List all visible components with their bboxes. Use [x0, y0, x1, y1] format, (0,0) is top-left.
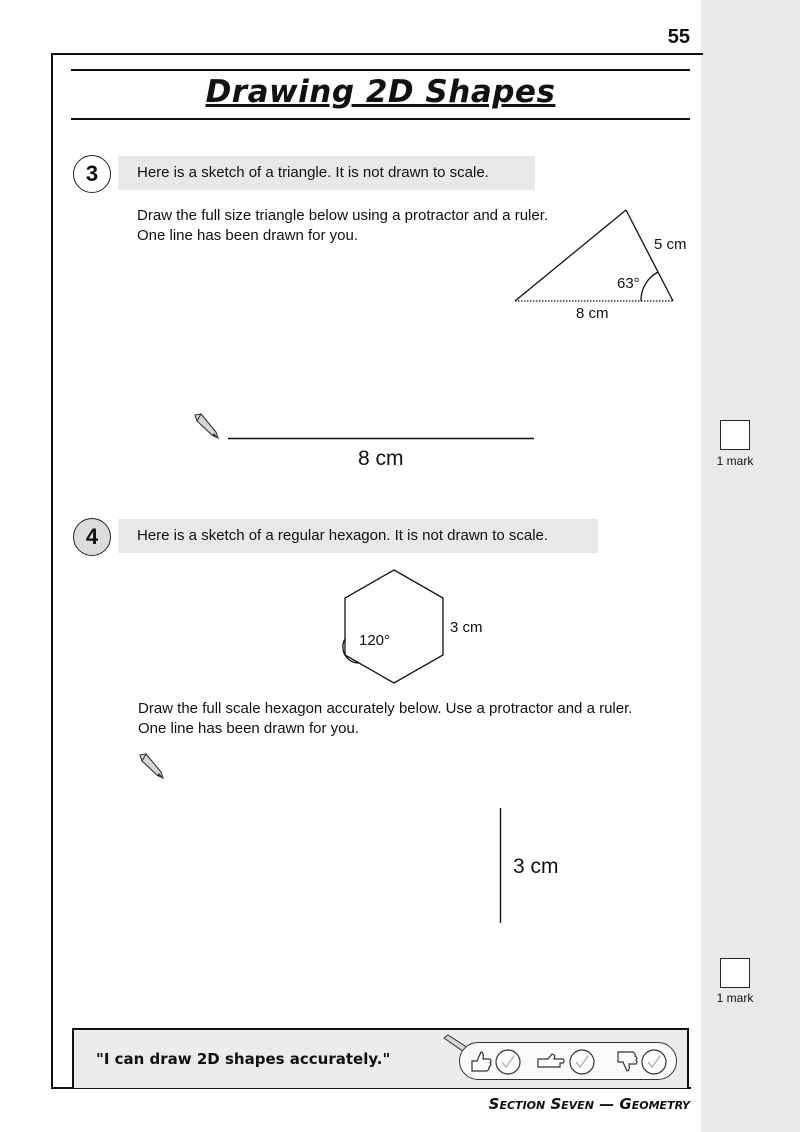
triangle-angle-arc	[641, 272, 658, 301]
question-3-instruction-line-1: Draw the full size triangle below using a protractor and a ruler.	[137, 207, 549, 224]
page-number: 55	[667, 26, 690, 48]
self-assessment-box	[72, 1028, 689, 1088]
question-4-drawn-line	[499, 808, 502, 924]
tick-circle-3[interactable]	[642, 1050, 666, 1074]
frame-top-border	[51, 53, 703, 55]
hexagon-sketch	[340, 566, 450, 690]
question-4-line-label: 3 cm	[513, 855, 559, 878]
question-3-instructions	[137, 206, 548, 246]
triangle-side-label: 5 cm	[654, 236, 687, 253]
question-3-mark-label: 1 mark	[716, 454, 754, 468]
tick-circle-1[interactable]	[496, 1050, 520, 1074]
self-assessment-statement: "I can draw 2D shapes accurately."	[96, 1050, 391, 1068]
section-footer: Section Seven — Geometry	[488, 1095, 690, 1113]
question-4-prompt: Here is a sketch of a regular hexagon. It is not drawn to scale.	[118, 519, 598, 553]
question-3-line-label: 8 cm	[358, 447, 404, 470]
title-rule-top	[71, 69, 690, 71]
rating-options	[468, 1049, 670, 1075]
question-4-number: 4	[73, 518, 111, 556]
pencil-icon	[137, 752, 165, 780]
triangle-angle-label: 63°	[617, 275, 640, 292]
question-3-number: 3	[73, 155, 111, 193]
frame-left-border	[51, 53, 53, 1089]
hexagon-outline	[345, 570, 443, 683]
question-3-drawn-line	[228, 437, 536, 440]
page-title: Drawing 2D Shapes	[205, 74, 556, 110]
title-rule-bottom	[71, 118, 690, 120]
marking-margin	[701, 0, 800, 1132]
triangle-long-side	[515, 210, 626, 301]
hexagon-side-label: 3 cm	[450, 619, 483, 636]
question-3-mark-box[interactable]	[720, 420, 750, 450]
tick-circle-2[interactable]	[570, 1050, 594, 1074]
question-4-mark-label: 1 mark	[716, 991, 754, 1005]
question-3-prompt: Here is a sketch of a triangle. It is not drawn to scale.	[118, 156, 535, 190]
triangle-base-label: 8 cm	[576, 305, 609, 322]
thumbs-up-icon[interactable]	[472, 1052, 491, 1071]
question-4-instruction-line-1: Draw the full scale hexagon accurately below. Use a protractor and a ruler.	[138, 700, 633, 717]
thumb-sideways-icon[interactable]	[538, 1054, 564, 1067]
question-3-instruction-line-2: One line has been drawn for you.	[137, 227, 358, 244]
triangle-sketch	[505, 205, 685, 305]
question-4-mark-box[interactable]	[720, 958, 750, 988]
thumbs-down-icon[interactable]	[618, 1052, 637, 1071]
hexagon-angle-label: 120°	[359, 632, 391, 649]
rating-scale	[459, 1042, 677, 1080]
question-4-instructions	[138, 699, 632, 739]
question-4-instruction-line-2: One line has been drawn for you.	[138, 720, 359, 737]
pencil-icon	[192, 412, 220, 440]
